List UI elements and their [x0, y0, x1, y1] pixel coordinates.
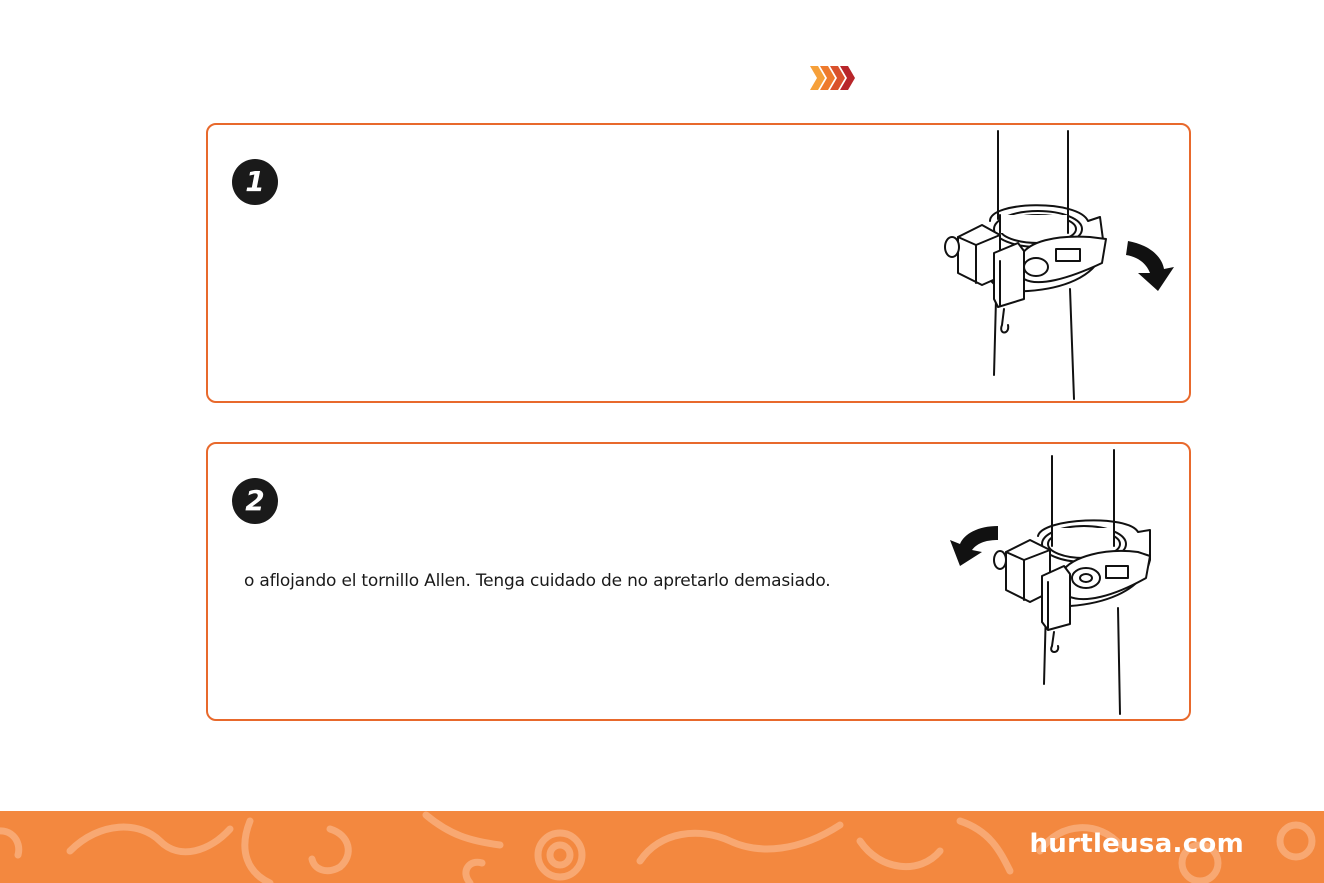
- clamp-tighten-illustration: [938, 129, 1178, 401]
- step-number-badge: 2: [232, 478, 278, 524]
- step-instruction-text: o aflojando el tornillo Allen. Tenga cuidado de no apretarlo demasiado.: [244, 571, 831, 591]
- website-url[interactable]: hurtleusa.com: [1029, 829, 1244, 859]
- footer-banner: [0, 811, 1324, 883]
- triple-chevron-right-icon: [808, 64, 858, 92]
- step-card-1: [206, 123, 1191, 403]
- clamp-loosen-illustration: [938, 448, 1178, 720]
- step-card-2: [206, 442, 1191, 721]
- step-number-badge: 1: [232, 159, 278, 205]
